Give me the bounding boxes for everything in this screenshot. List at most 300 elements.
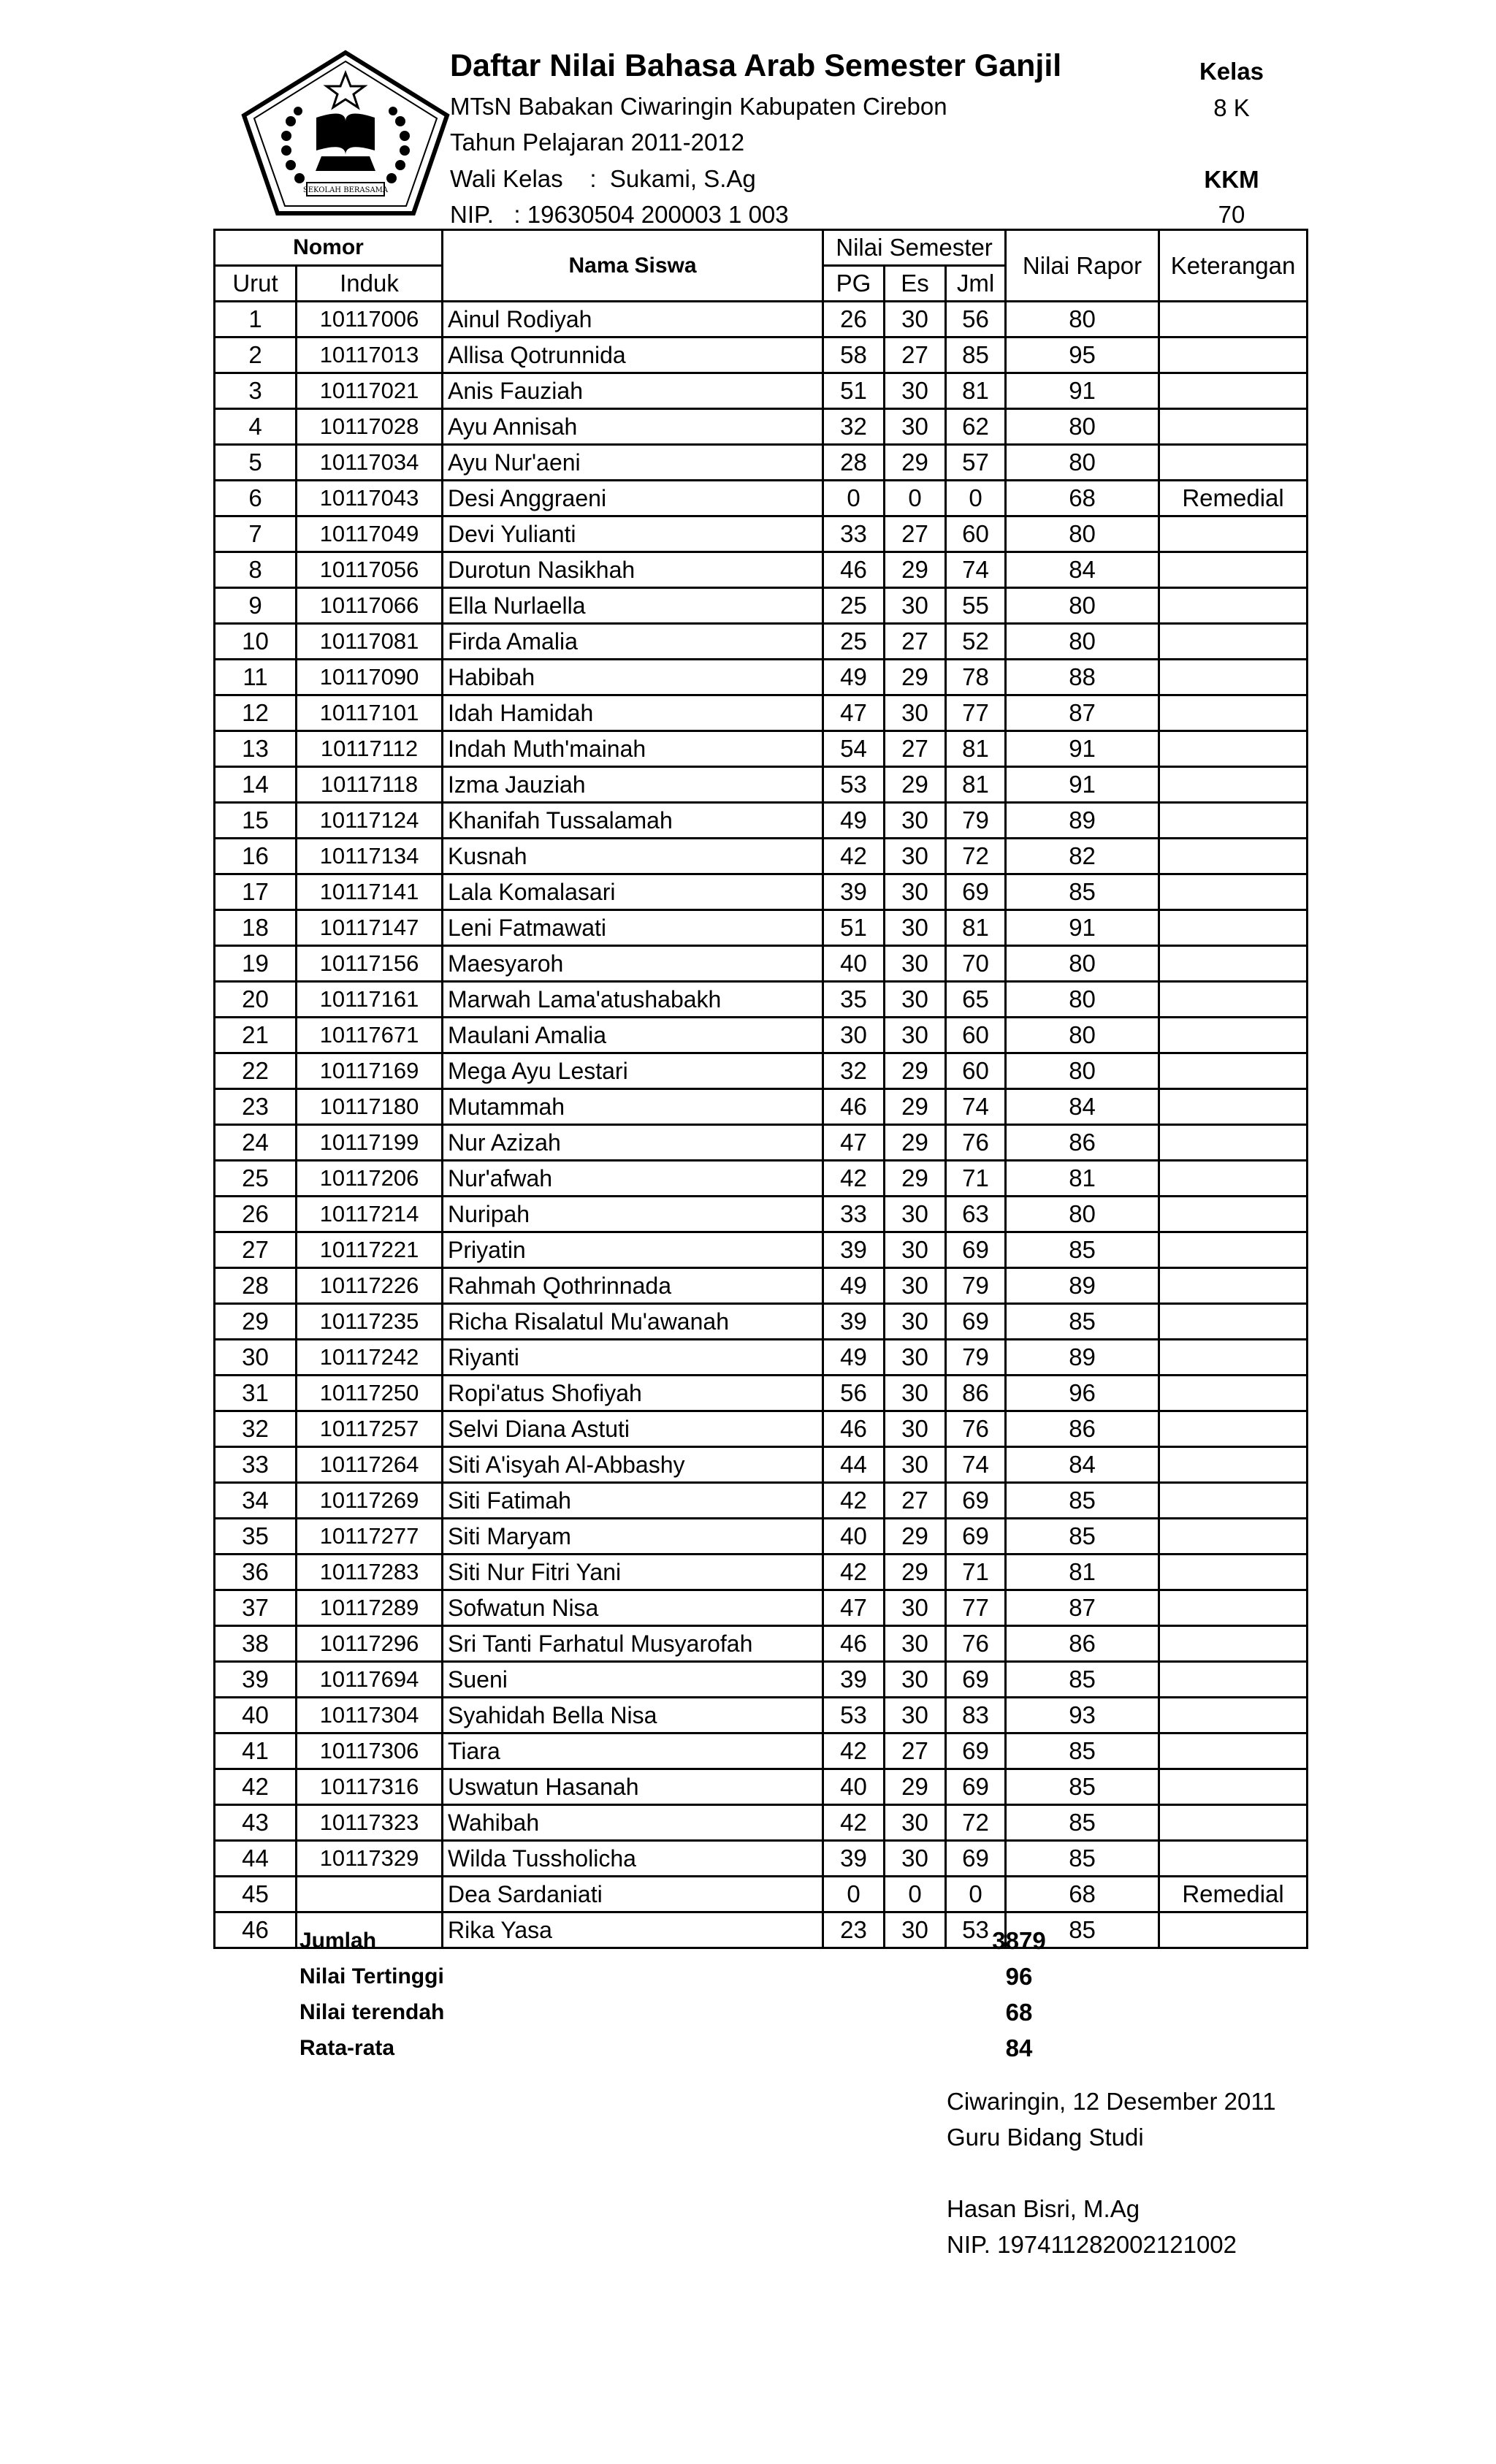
cell-induk: 10117141 <box>297 874 443 910</box>
table-row <box>215 660 1308 695</box>
cell-nama: Izma Jauziah <box>443 767 823 803</box>
cell-keterangan <box>1159 910 1308 946</box>
cell-nama: Riyanti <box>443 1340 823 1376</box>
cell-nama: Durotun Nasikhah <box>443 552 823 588</box>
cell-keterangan <box>1159 1626 1308 1662</box>
cell-pg: 42 <box>823 839 885 874</box>
cell-induk: 10117226 <box>297 1268 443 1304</box>
cell-nama: Allisa Qotrunnida <box>443 337 823 373</box>
cell-rapor: 95 <box>1006 337 1159 373</box>
col-jml: Jml <box>946 266 1006 302</box>
summary-value: 3879 <box>992 1927 1046 1954</box>
cell-urut: 33 <box>215 1447 297 1483</box>
cell-pg: 44 <box>823 1447 885 1483</box>
cell-es: 30 <box>885 1018 946 1053</box>
cell-induk: 10117329 <box>297 1841 443 1877</box>
summary-average <box>299 2030 1125 2066</box>
table-row <box>215 1519 1308 1555</box>
cell-urut: 5 <box>215 445 297 481</box>
cell-es: 30 <box>885 1626 946 1662</box>
cell-keterangan <box>1159 731 1308 767</box>
cell-induk: 10117306 <box>297 1733 443 1769</box>
cell-jml: 69 <box>946 1519 1006 1555</box>
cell-keterangan <box>1159 588 1308 624</box>
table-row <box>215 552 1308 588</box>
cell-rapor: 85 <box>1006 1912 1159 1948</box>
cell-nama: Nuripah <box>443 1197 823 1232</box>
school-name: MTsN Babakan Ciwaringin Kabupaten Cirebon <box>450 93 947 120</box>
book-icon <box>316 114 375 155</box>
cell-keterangan <box>1159 1376 1308 1411</box>
cell-induk: 10117161 <box>297 982 443 1018</box>
cell-jml: 65 <box>946 982 1006 1018</box>
homeroom-teacher: Wali Kelas : Sukami, S.Ag <box>450 165 756 192</box>
cell-jml: 79 <box>946 803 1006 839</box>
cell-induk: 10117694 <box>297 1662 443 1698</box>
cell-es: 29 <box>885 1089 946 1125</box>
cell-keterangan <box>1159 1912 1308 1948</box>
cell-jml: 86 <box>946 1376 1006 1411</box>
cell-jml: 0 <box>946 481 1006 516</box>
cell-urut: 26 <box>215 1197 297 1232</box>
cell-keterangan <box>1159 1698 1308 1733</box>
cell-es: 29 <box>885 552 946 588</box>
cell-keterangan <box>1159 1340 1308 1376</box>
cell-pg: 51 <box>823 910 885 946</box>
cell-urut: 31 <box>215 1376 297 1411</box>
cell-pg: 0 <box>823 481 885 516</box>
cell-jml: 74 <box>946 552 1006 588</box>
cell-rapor: 96 <box>1006 1376 1159 1411</box>
table-row <box>215 373 1308 409</box>
cell-pg: 33 <box>823 516 885 552</box>
cell-rapor: 80 <box>1006 624 1159 660</box>
table-row <box>215 588 1308 624</box>
cell-rapor: 81 <box>1006 1555 1159 1590</box>
cell-jml: 60 <box>946 516 1006 552</box>
cell-jml: 70 <box>946 946 1006 982</box>
cell-jml: 76 <box>946 1626 1006 1662</box>
cell-pg: 23 <box>823 1912 885 1948</box>
cell-pg: 46 <box>823 1089 885 1125</box>
cell-pg: 39 <box>823 874 885 910</box>
table-row <box>215 1483 1308 1519</box>
cell-induk: 10117043 <box>297 481 443 516</box>
cell-pg: 42 <box>823 1733 885 1769</box>
cell-keterangan <box>1159 552 1308 588</box>
cell-es: 29 <box>885 660 946 695</box>
cell-urut: 2 <box>215 337 297 373</box>
cell-es: 30 <box>885 1698 946 1733</box>
table-row <box>215 1304 1308 1340</box>
class-label: Kelas <box>1199 58 1264 85</box>
cell-urut: 9 <box>215 588 297 624</box>
table-row <box>215 982 1308 1018</box>
cell-rapor: 84 <box>1006 1089 1159 1125</box>
cell-es: 0 <box>885 481 946 516</box>
cell-rapor: 82 <box>1006 839 1159 874</box>
cell-pg: 32 <box>823 409 885 445</box>
cell-keterangan <box>1159 874 1308 910</box>
cell-urut: 37 <box>215 1590 297 1626</box>
table-row <box>215 1447 1308 1483</box>
cell-nama: Mega Ayu Lestari <box>443 1053 823 1089</box>
cell-es: 29 <box>885 1769 946 1805</box>
cell-pg: 25 <box>823 624 885 660</box>
cell-es: 27 <box>885 731 946 767</box>
cell-es: 30 <box>885 1268 946 1304</box>
cell-pg: 40 <box>823 1519 885 1555</box>
cell-urut: 32 <box>215 1411 297 1447</box>
cell-urut: 17 <box>215 874 297 910</box>
cell-nama: Sri Tanti Farhatul Musyarofah <box>443 1626 823 1662</box>
cell-jml: 79 <box>946 1340 1006 1376</box>
cell-urut: 4 <box>215 409 297 445</box>
table-row <box>215 302 1308 337</box>
cell-keterangan <box>1159 1483 1308 1519</box>
col-es: Es <box>885 266 946 302</box>
cell-jml: 62 <box>946 409 1006 445</box>
cell-es: 30 <box>885 1447 946 1483</box>
cell-urut: 45 <box>215 1877 297 1912</box>
cell-nama: Dea Sardaniati <box>443 1877 823 1912</box>
cell-es: 29 <box>885 1161 946 1197</box>
cell-es: 30 <box>885 1340 946 1376</box>
cell-nama: Syahidah Bella Nisa <box>443 1698 823 1733</box>
col-induk: Induk <box>297 266 443 302</box>
cell-urut: 34 <box>215 1483 297 1519</box>
cell-nama: Siti Maryam <box>443 1519 823 1555</box>
cell-nama: Sofwatun Nisa <box>443 1590 823 1626</box>
cell-urut: 29 <box>215 1304 297 1340</box>
cell-urut: 10 <box>215 624 297 660</box>
cell-induk: 10117269 <box>297 1483 443 1519</box>
table-row <box>215 1411 1308 1447</box>
table-row <box>215 1161 1308 1197</box>
cell-jml: 69 <box>946 874 1006 910</box>
cell-rapor: 87 <box>1006 1590 1159 1626</box>
cell-induk: 10117264 <box>297 1447 443 1483</box>
cell-keterangan <box>1159 1769 1308 1805</box>
cell-keterangan <box>1159 1519 1308 1555</box>
cell-induk: 10117124 <box>297 803 443 839</box>
table-row <box>215 1626 1308 1662</box>
table-row <box>215 1376 1308 1411</box>
cell-urut: 1 <box>215 302 297 337</box>
cell-nama: Uswatun Hasanah <box>443 1769 823 1805</box>
cell-es: 29 <box>885 767 946 803</box>
cell-jml: 60 <box>946 1053 1006 1089</box>
cell-keterangan <box>1159 1411 1308 1447</box>
cell-jml: 69 <box>946 1232 1006 1268</box>
cell-keterangan <box>1159 1733 1308 1769</box>
col-pg: PG <box>823 266 885 302</box>
cell-keterangan <box>1159 982 1308 1018</box>
grades-body <box>215 302 1308 1948</box>
cell-pg: 30 <box>823 1018 885 1053</box>
cell-rapor: 85 <box>1006 1232 1159 1268</box>
cell-jml: 56 <box>946 302 1006 337</box>
cell-es: 30 <box>885 302 946 337</box>
cell-pg: 26 <box>823 302 885 337</box>
cell-pg: 39 <box>823 1662 885 1698</box>
cell-nama: Nur'afwah <box>443 1161 823 1197</box>
cell-induk: 10117199 <box>297 1125 443 1161</box>
cell-keterangan <box>1159 302 1308 337</box>
cell-nama: Rika Yasa <box>443 1912 823 1948</box>
cell-induk: 10117147 <box>297 910 443 946</box>
cell-keterangan <box>1159 624 1308 660</box>
cell-nama: Siti A'isyah Al-Abbashy <box>443 1447 823 1483</box>
summary-total <box>299 1923 1125 1958</box>
cell-induk: 10117021 <box>297 373 443 409</box>
cell-keterangan <box>1159 695 1308 731</box>
cell-keterangan <box>1159 1268 1308 1304</box>
cell-nama: Nur Azizah <box>443 1125 823 1161</box>
cell-es: 27 <box>885 337 946 373</box>
cell-keterangan: Remedial <box>1159 1877 1308 1912</box>
cell-keterangan <box>1159 1018 1308 1053</box>
table-row <box>215 1555 1308 1590</box>
cell-keterangan: Remedial <box>1159 481 1308 516</box>
cell-nama: Ropi'atus Shofiyah <box>443 1376 823 1411</box>
cell-rapor: 80 <box>1006 516 1159 552</box>
cell-urut: 40 <box>215 1698 297 1733</box>
cell-pg: 49 <box>823 1340 885 1376</box>
cell-es: 30 <box>885 409 946 445</box>
table-row <box>215 1232 1308 1268</box>
cell-induk: 10117283 <box>297 1555 443 1590</box>
cell-pg: 39 <box>823 1841 885 1877</box>
summary-label: Nilai terendah <box>299 2000 445 2024</box>
cell-rapor: 88 <box>1006 660 1159 695</box>
cell-pg: 46 <box>823 1411 885 1447</box>
grades-table <box>213 229 1308 1949</box>
cell-induk: 10117296 <box>297 1626 443 1662</box>
cell-jml: 63 <box>946 1197 1006 1232</box>
cell-jml: 69 <box>946 1483 1006 1519</box>
cell-pg: 47 <box>823 1590 885 1626</box>
cell-pg: 33 <box>823 1197 885 1232</box>
cell-es: 30 <box>885 910 946 946</box>
table-row <box>215 1053 1308 1089</box>
cell-nama: Wilda Tussholicha <box>443 1841 823 1877</box>
cell-keterangan <box>1159 839 1308 874</box>
cell-es: 29 <box>885 1125 946 1161</box>
cell-induk: 10117235 <box>297 1304 443 1340</box>
cell-rapor: 89 <box>1006 803 1159 839</box>
cell-es: 29 <box>885 445 946 481</box>
cell-jml: 79 <box>946 1268 1006 1304</box>
cell-pg: 35 <box>823 982 885 1018</box>
cell-induk: 10117013 <box>297 337 443 373</box>
cell-urut: 12 <box>215 695 297 731</box>
cell-nama: Marwah Lama'atushabakh <box>443 982 823 1018</box>
col-keterangan: Keterangan <box>1159 230 1308 302</box>
cell-urut: 6 <box>215 481 297 516</box>
cell-nama: Tiara <box>443 1733 823 1769</box>
cell-rapor: 85 <box>1006 1769 1159 1805</box>
cell-keterangan <box>1159 1304 1308 1340</box>
signature-block <box>947 2083 1276 2262</box>
cell-nama: Ainul Rodiyah <box>443 302 823 337</box>
cell-rapor: 86 <box>1006 1125 1159 1161</box>
cell-pg: 47 <box>823 1125 885 1161</box>
cell-urut: 18 <box>215 910 297 946</box>
cell-nama: Richa Risalatul Mu'awanah <box>443 1304 823 1340</box>
cell-induk: 10117242 <box>297 1340 443 1376</box>
cell-jml: 60 <box>946 1018 1006 1053</box>
cell-es: 30 <box>885 588 946 624</box>
cell-keterangan <box>1159 1805 1308 1841</box>
cell-nama: Priyatin <box>443 1232 823 1268</box>
cell-induk: 10117289 <box>297 1590 443 1626</box>
cell-pg: 42 <box>823 1161 885 1197</box>
cell-nama: Firda Amalia <box>443 624 823 660</box>
cell-pg: 42 <box>823 1555 885 1590</box>
cell-es: 30 <box>885 1304 946 1340</box>
cell-urut: 38 <box>215 1626 297 1662</box>
cell-nama: Ayu Nur'aeni <box>443 445 823 481</box>
cell-keterangan <box>1159 946 1308 982</box>
cell-jml: 72 <box>946 839 1006 874</box>
cell-urut: 42 <box>215 1769 297 1805</box>
table-row <box>215 624 1308 660</box>
cell-jml: 55 <box>946 588 1006 624</box>
cell-rapor: 80 <box>1006 445 1159 481</box>
cell-rapor: 86 <box>1006 1626 1159 1662</box>
cell-keterangan <box>1159 1841 1308 1877</box>
table-row <box>215 731 1308 767</box>
summary-highest <box>299 1958 1125 1994</box>
cell-jml: 81 <box>946 731 1006 767</box>
table-row <box>215 1268 1308 1304</box>
table-row <box>215 839 1308 874</box>
cell-keterangan <box>1159 1125 1308 1161</box>
cell-keterangan <box>1159 1089 1308 1125</box>
table-row <box>215 1125 1308 1161</box>
cell-rapor: 93 <box>1006 1698 1159 1733</box>
table-row <box>215 910 1308 946</box>
cell-jml: 69 <box>946 1304 1006 1340</box>
cell-pg: 39 <box>823 1304 885 1340</box>
cell-induk: 10117169 <box>297 1053 443 1089</box>
cell-rapor: 81 <box>1006 1161 1159 1197</box>
table-row <box>215 1197 1308 1232</box>
cell-keterangan <box>1159 803 1308 839</box>
signature-nip: NIP. 197411282002121002 <box>947 2231 1237 2258</box>
cell-jml: 78 <box>946 660 1006 695</box>
cell-keterangan <box>1159 1232 1308 1268</box>
summary-label: Rata-rata <box>299 2036 395 2060</box>
cell-es: 30 <box>885 373 946 409</box>
cell-rapor: 85 <box>1006 1805 1159 1841</box>
cell-induk: 10117250 <box>297 1376 443 1411</box>
cell-induk: 10117134 <box>297 839 443 874</box>
cell-rapor: 80 <box>1006 302 1159 337</box>
cell-induk: 10117671 <box>297 1018 443 1053</box>
cell-urut: 19 <box>215 946 297 982</box>
cell-urut: 21 <box>215 1018 297 1053</box>
table-row <box>215 409 1308 445</box>
cell-urut: 28 <box>215 1268 297 1304</box>
cell-jml: 71 <box>946 1555 1006 1590</box>
table-row <box>215 481 1308 516</box>
table-row <box>215 946 1308 982</box>
cell-induk: 10117180 <box>297 1089 443 1125</box>
table-row <box>215 874 1308 910</box>
cell-induk: 10117112 <box>297 731 443 767</box>
cell-rapor: 80 <box>1006 1053 1159 1089</box>
cell-es: 30 <box>885 695 946 731</box>
cell-keterangan <box>1159 660 1308 695</box>
cell-jml: 53 <box>946 1912 1006 1948</box>
col-nilai-semester: Nilai Semester <box>823 230 1006 266</box>
cell-rapor: 85 <box>1006 1733 1159 1769</box>
cell-jml: 0 <box>946 1877 1006 1912</box>
cell-pg: 42 <box>823 1483 885 1519</box>
cell-nama: Maulani Amalia <box>443 1018 823 1053</box>
cell-urut: 11 <box>215 660 297 695</box>
cell-induk: 10117081 <box>297 624 443 660</box>
cell-nama: Leni Fatmawati <box>443 910 823 946</box>
table-row <box>215 1841 1308 1877</box>
signature-place-date: Ciwaringin, 12 Desember 2011 <box>947 2088 1276 2115</box>
cell-rapor: 80 <box>1006 588 1159 624</box>
cell-rapor: 80 <box>1006 1018 1159 1053</box>
cell-urut: 36 <box>215 1555 297 1590</box>
cell-urut: 46 <box>215 1912 297 1948</box>
table-row <box>215 1662 1308 1698</box>
cell-es: 30 <box>885 1912 946 1948</box>
cell-rapor: 86 <box>1006 1411 1159 1447</box>
cell-jml: 77 <box>946 695 1006 731</box>
cell-es: 30 <box>885 1197 946 1232</box>
table-row <box>215 1698 1308 1733</box>
cell-pg: 25 <box>823 588 885 624</box>
cell-es: 0 <box>885 1877 946 1912</box>
cell-nama: Ella Nurlaella <box>443 588 823 624</box>
cell-es: 30 <box>885 1662 946 1698</box>
signature-name: Hasan Bisri, M.Ag <box>947 2195 1140 2222</box>
cell-rapor: 80 <box>1006 409 1159 445</box>
cell-keterangan <box>1159 337 1308 373</box>
cell-keterangan <box>1159 1662 1308 1698</box>
cell-pg: 58 <box>823 337 885 373</box>
summary-label: Nilai Tertinggi <box>299 1964 444 1988</box>
cell-pg: 46 <box>823 1626 885 1662</box>
cell-induk: 10117206 <box>297 1161 443 1197</box>
cell-es: 30 <box>885 874 946 910</box>
cell-pg: 56 <box>823 1376 885 1411</box>
cell-pg: 49 <box>823 803 885 839</box>
cell-pg: 49 <box>823 660 885 695</box>
cell-induk: 10117066 <box>297 588 443 624</box>
cell-es: 27 <box>885 1733 946 1769</box>
cell-rapor: 80 <box>1006 982 1159 1018</box>
cell-es: 30 <box>885 839 946 874</box>
cell-urut: 3 <box>215 373 297 409</box>
cell-rapor: 85 <box>1006 1483 1159 1519</box>
col-nomor: Nomor <box>215 230 443 266</box>
table-row <box>215 1340 1308 1376</box>
cell-pg: 40 <box>823 1769 885 1805</box>
cell-urut: 30 <box>215 1340 297 1376</box>
cell-keterangan <box>1159 409 1308 445</box>
cell-rapor: 68 <box>1006 481 1159 516</box>
cell-keterangan <box>1159 1555 1308 1590</box>
cell-urut: 20 <box>215 982 297 1018</box>
